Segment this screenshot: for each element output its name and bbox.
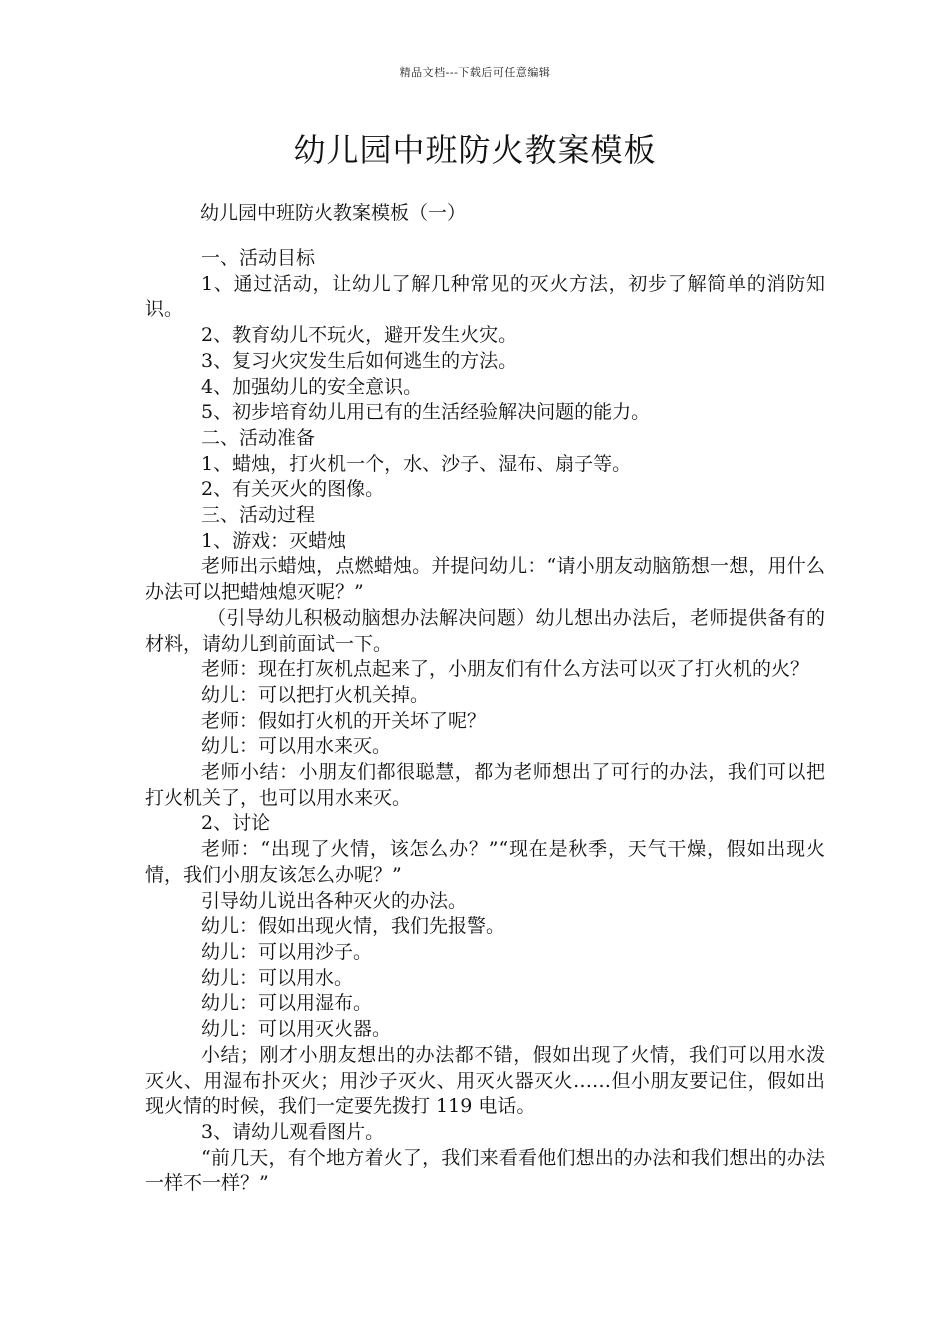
paragraph: 幼儿：可以用灭火器。 [201, 1018, 392, 1041]
paragraph: 1、游戏：灭蜡烛 [201, 529, 347, 552]
section-heading-preparation: 二、活动准备 [201, 426, 316, 449]
paragraph: 老师小结：小朋友们都很聪慧，都为老师想出了可行的办法，我们可以把打火机关了，也可以用水来灭。 [145, 761, 825, 809]
document-subtitle: 幼儿园中班防火教案模板（一） [200, 202, 467, 224]
paragraph: 老师：“出现了火情，该怎么办？”“现在是秋季，天气干燥，假如出现火情，我们小朋友该怎么办呢？” [145, 838, 825, 886]
paragraph: 3、请幼儿观看图片。 [201, 1120, 385, 1143]
paragraph: 老师：现在打灰机点起来了，小朋友们有什么方法可以灭了打火机的火？ [201, 658, 810, 681]
paragraph: 2、教育幼儿不玩火，避开发生火灾。 [201, 324, 518, 347]
paragraph: 引导幼儿说出各种灭火的办法。 [201, 889, 468, 912]
paragraph: 5、初步培育幼儿用已有的生活经验解决问题的能力。 [201, 401, 651, 424]
paragraph: 2、讨论 [201, 812, 271, 835]
paragraph: 4、加强幼儿的安全意识。 [201, 375, 423, 398]
paragraph: 3、复习火灾发生后如何逃生的方法。 [201, 349, 518, 372]
paragraph: 老师：假如打火机的开关坏了呢？ [201, 709, 487, 732]
paragraph: 幼儿：可以用水来灭。 [201, 735, 392, 758]
document-title: 幼儿园中班防火教案模板 [293, 131, 657, 169]
paragraph: 幼儿：可以用湿布。 [201, 992, 373, 1015]
paragraph: 老师出示蜡烛，点燃蜡烛。并提问幼儿：“请小朋友动脑筋想一想，用什么办法可以把蜡烛熄灭呢？” [145, 555, 825, 604]
paragraph: 幼儿：假如出现火情，我们先报警。 [201, 915, 506, 938]
document-body [145, 246, 825, 1197]
section-heading-objectives: 一、活动目标 [201, 247, 316, 269]
section-heading-process: 三、活动过程 [201, 504, 316, 527]
paragraph: 2、有关灭火的图像。 [201, 478, 385, 501]
paragraph: 1、通过活动，让幼儿了解几种常见的灭火方法，初步了解简单的消防知识。 [145, 272, 825, 321]
paragraph: 幼儿：可以用沙子。 [201, 940, 373, 963]
paragraph: 幼儿：可以把打火机关掉。 [201, 683, 430, 706]
paragraph: 幼儿：可以用水。 [201, 966, 354, 989]
header-note: 精品文档---下载后可任意编辑 [399, 66, 551, 79]
paragraph: 小结；刚才小朋友想出的办法都不错，假如出现了火情，我们可以用水泼灭火、用湿布扑灭火；用沙子灭火、用灭火器灭火……但小朋友要记住，假如出现火情的时候，我们一定要先拨打 119 电话。 [145, 1043, 825, 1118]
paragraph: （引导幼儿积极动脑想办法解决问题）幼儿想出办法后，老师提供备有的材料，请幼儿到前面试一下。 [145, 606, 825, 655]
paragraph: “前几天，有个地方着火了，我们来看看他们想出的办法和我们想出的办法一样不一样？” [145, 1146, 825, 1195]
paragraph: 1、蜡烛，打火机一个，水、沙子、湿布、扇子等。 [201, 452, 632, 475]
